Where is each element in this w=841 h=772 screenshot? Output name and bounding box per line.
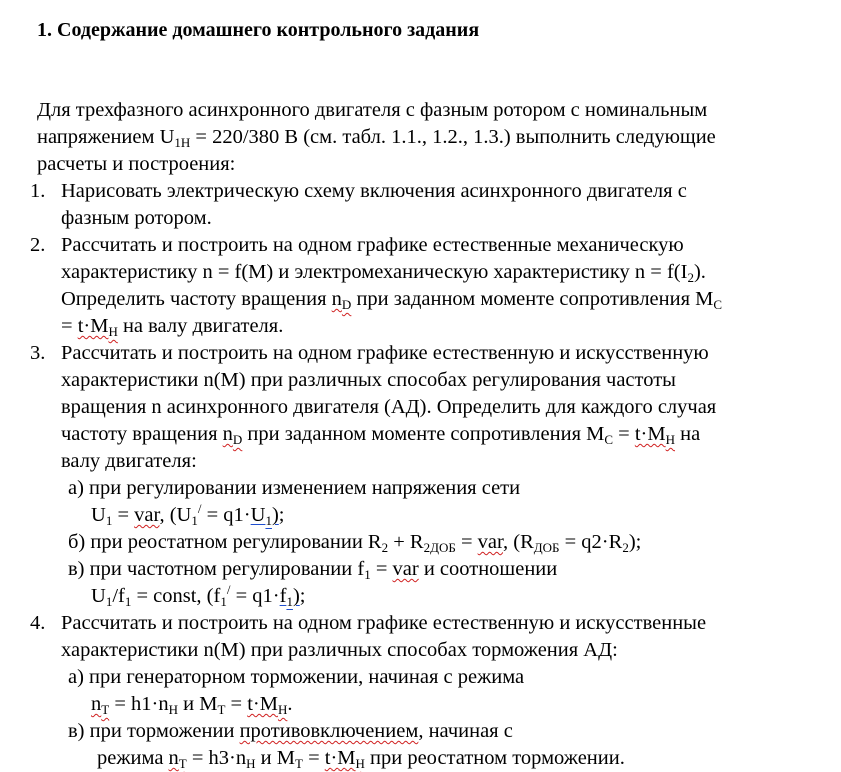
- text-segment: и M: [177, 693, 218, 715]
- text-segment: на валу двигателя.: [117, 315, 284, 337]
- text-segment: при реостатном торможении.: [364, 747, 625, 769]
- text-segment: 1Н: [174, 135, 191, 150]
- spellcheck-text: противовключением: [239, 720, 419, 742]
- text-line: [61, 394, 716, 421]
- text-segment: Рассчитать и построить на одном графике естественную и искусственные: [61, 612, 707, 634]
- text-segment: 1: [364, 567, 371, 582]
- text-line: [37, 124, 716, 151]
- text-line: [68, 664, 524, 691]
- underlined-text: 1: [286, 594, 293, 609]
- text-segment: режима: [97, 747, 169, 769]
- text-segment: );: [628, 531, 642, 553]
- text-segment: /: [226, 582, 231, 597]
- text-segment: , (R: [503, 531, 534, 553]
- text-segment: = q1·: [230, 585, 280, 607]
- text-segment: ;: [299, 585, 306, 607]
- text-segment: частоту вращения: [61, 423, 223, 445]
- text-segment: , (U: [159, 504, 192, 526]
- underlined-text: ): [271, 504, 279, 526]
- spellcheck-text: n: [168, 747, 179, 769]
- spellcheck-text: t·M: [247, 693, 278, 715]
- spellcheck-text: t·M: [77, 315, 109, 337]
- text-segment: .: [287, 693, 293, 715]
- text-line: [91, 583, 305, 610]
- spellcheck-text: Н: [108, 324, 118, 339]
- spellcheck-text: Т: [178, 756, 187, 771]
- list-number: 2.: [30, 234, 46, 256]
- text-segment: характеристики n(M) при различных способах торможения АД:: [61, 639, 618, 661]
- text-segment: =: [112, 504, 135, 526]
- underlined-text: f: [279, 585, 287, 607]
- text-segment: = q1·: [201, 504, 251, 526]
- text-segment: вращения n асинхронного двигателя (АД). Определить для каждого случая: [61, 396, 717, 418]
- spellcheck-text: D: [341, 297, 352, 312]
- text-line: [61, 340, 709, 367]
- text-segment: =: [225, 693, 248, 715]
- spellcheck-text: n: [331, 288, 342, 310]
- text-segment: Рассчитать и построить на одном графике естественную и искусственную: [61, 342, 709, 364]
- text-segment: ДОБ: [533, 540, 560, 555]
- text-segment: = q2·R: [559, 531, 623, 553]
- spellcheck-text: Н: [277, 702, 288, 717]
- list-number: 1.: [30, 180, 46, 202]
- spellcheck-text: t·M: [634, 423, 666, 445]
- text-line: [91, 502, 284, 529]
- text-segment: Н: [246, 756, 256, 771]
- text-segment: =: [370, 558, 393, 580]
- text-segment: C: [713, 297, 723, 312]
- text-segment: б) при реостатном регулировании R: [68, 531, 382, 553]
- text-line: [37, 151, 235, 178]
- spellcheck-text: Н: [355, 756, 365, 771]
- text-line: [61, 259, 706, 286]
- text-segment: 2ДОБ: [423, 540, 456, 555]
- text-line: [68, 475, 520, 502]
- text-segment: при заданном моменте сопротивления M: [242, 423, 605, 445]
- text-line: [68, 529, 641, 556]
- text-line: [61, 610, 706, 637]
- text-segment: Нарисовать электрическую схему включения асинхронного двигателя с: [61, 180, 687, 202]
- text-segment: 2: [622, 540, 629, 555]
- text-segment: , начиная с: [418, 720, 513, 742]
- text-line: [68, 718, 513, 745]
- spellcheck-text: Н: [665, 432, 675, 447]
- text-segment: Определить частоту вращения: [61, 288, 332, 310]
- text-segment: /f: [112, 585, 125, 607]
- text-segment: напряжением U: [37, 126, 175, 148]
- text-segment: на: [675, 423, 701, 445]
- spellcheck-text: n: [222, 423, 233, 445]
- text-segment: = const, (f: [131, 585, 221, 607]
- text-line: [68, 556, 557, 583]
- text-segment: характеристики n(M) при различных способах регулирования частоты: [61, 369, 676, 391]
- text-segment: C: [604, 432, 614, 447]
- text-line: [61, 313, 283, 340]
- text-segment: = 220/380 В (см. табл. 1.1., 1.2., 1.3.) выполнить следующие: [190, 126, 716, 148]
- text-line: [61, 232, 684, 259]
- spellcheck-text: D: [232, 432, 243, 447]
- spellcheck-text: t·M: [324, 747, 356, 769]
- text-segment: и M: [255, 747, 295, 769]
- text-segment: Для трехфазного асинхронного двигателя с фазным ротором с номинальным: [37, 99, 708, 121]
- underlined-text: 1: [265, 513, 272, 528]
- text-segment: при заданном моменте сопротивления M: [351, 288, 714, 310]
- list-number: 4.: [30, 612, 46, 634]
- text-line: [61, 367, 676, 394]
- text-line: [61, 205, 212, 232]
- text-segment: ;: [278, 504, 285, 526]
- spellcheck-text: var: [134, 504, 160, 526]
- text-segment: 1: [191, 513, 198, 528]
- text-segment: = h3·n: [186, 747, 247, 769]
- text-segment: а) при генераторном торможении, начиная с режима: [68, 666, 525, 688]
- text-line: [61, 421, 700, 448]
- text-segment: U: [91, 504, 106, 526]
- text-segment: ).: [693, 261, 706, 283]
- text-segment: валу двигателя:: [61, 450, 197, 472]
- spellcheck-text: var: [392, 558, 419, 580]
- list-number: 3.: [30, 342, 46, 364]
- underlined-text: ): [292, 585, 300, 607]
- text-segment: Т: [217, 702, 226, 717]
- spellcheck-text: Т: [101, 702, 110, 717]
- text-segment: + R: [388, 531, 424, 553]
- text-segment: Т: [294, 756, 303, 771]
- text-line: [97, 745, 625, 772]
- underlined-text: U: [250, 504, 266, 526]
- text-segment: в) при торможении: [68, 720, 240, 742]
- text-line: [61, 286, 722, 313]
- text-line: [37, 97, 707, 124]
- text-segment: = h1·n: [109, 693, 169, 715]
- text-line: [61, 178, 687, 205]
- text-segment: характеристику n = f(M) и электромеханическую характеристику n = f(I: [61, 261, 688, 283]
- text-segment: =: [61, 315, 78, 337]
- text-line: [61, 637, 618, 664]
- text-segment: 2: [381, 540, 389, 555]
- spellcheck-text: var: [477, 531, 504, 553]
- text-segment: =: [455, 531, 478, 553]
- text-segment: =: [613, 423, 635, 445]
- text-segment: /: [197, 501, 202, 516]
- text-segment: 1: [220, 594, 227, 609]
- text-segment: в) при частотном регулировании f: [68, 558, 365, 580]
- text-segment: 2: [687, 270, 694, 285]
- text-segment: Н: [168, 702, 178, 717]
- text-segment: =: [302, 747, 325, 769]
- text-segment: 1: [124, 594, 132, 609]
- text-line: [61, 448, 197, 475]
- text-segment: а) при регулировании изменением напряжения сети: [68, 477, 521, 499]
- text-segment: Рассчитать и построить на одном графике естественные механическую: [61, 234, 684, 256]
- text-segment: 1: [105, 594, 113, 609]
- text-segment: фазным ротором.: [61, 207, 212, 229]
- text-line: [91, 691, 292, 718]
- text-segment: расчеты и построения:: [37, 153, 236, 175]
- section-title: 1. Содержание домашнего контрольного задания: [37, 19, 480, 41]
- text-segment: 1: [105, 513, 113, 528]
- text-segment: и соотношении: [418, 558, 558, 580]
- text-segment: U: [91, 585, 106, 607]
- spellcheck-text: n: [91, 693, 102, 715]
